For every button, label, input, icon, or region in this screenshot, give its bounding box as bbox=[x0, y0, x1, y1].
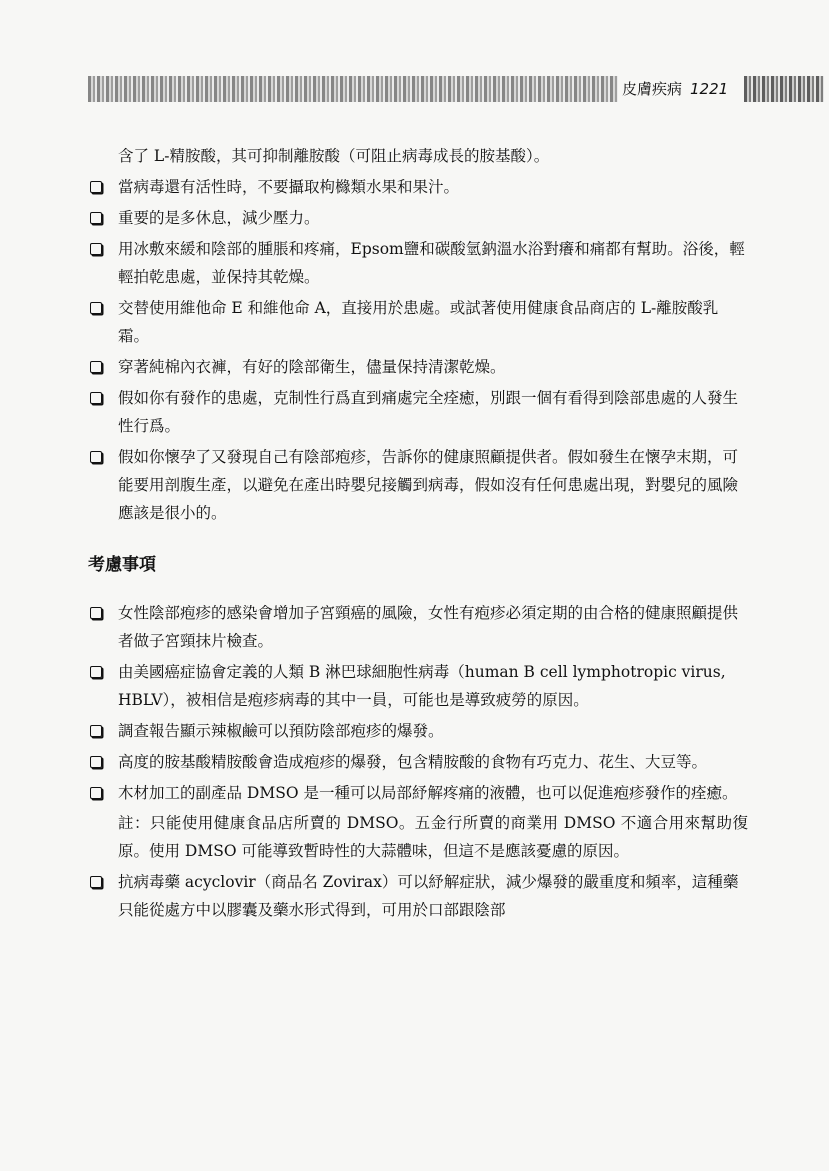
list-item bbox=[88, 384, 748, 440]
checkbox-bullet-icon bbox=[90, 725, 102, 737]
list-item bbox=[88, 779, 748, 807]
list-item-text: 木材加工的副產品 DMSO 是一種可以局部紓解疼痛的液體，也可以促進疱疹發作的痊癒。 bbox=[118, 784, 738, 802]
list-item bbox=[88, 748, 748, 776]
running-header bbox=[620, 78, 730, 100]
section-heading-considerations: 考慮事項 bbox=[88, 555, 156, 575]
list-item bbox=[88, 173, 748, 201]
checkbox-bullet-icon bbox=[90, 666, 102, 678]
list-item-text: 高度的胺基酸精胺酸會造成疱疹的爆發，包含精胺酸的食物有巧克力、花生、大豆等。 bbox=[118, 753, 708, 771]
running-header-title: 皮膚疾病 bbox=[622, 80, 683, 98]
list-item bbox=[88, 235, 748, 291]
checkbox-bullet-icon bbox=[90, 181, 102, 193]
list-item-text: 抗病毒藥 acyclovir（商品名 Zovirax）可以紓解症狀，減少爆發的嚴重度和頻率，這種藥只能從處方中以膠囊及藥水形式得到，可用於口部跟陰部 bbox=[118, 873, 739, 919]
continuation-line: 含了 L-精胺酸，其可抑制離胺酸（可阻止病毒成長的胺基酸）。 bbox=[118, 147, 550, 165]
list-item-text: 用冰敷來緩和陰部的腫脹和疼痛，Epsom鹽和碳酸氫鈉溫水浴對癢和痛都有幫助。浴後，輕輕拍乾患處，並保持其乾燥。 bbox=[118, 240, 745, 286]
list-item bbox=[88, 717, 748, 745]
list-item-text: 假如你有發作的患處，克制性行爲直到痛處完全痊癒，別跟一個有看得到陰部患處的人發生性行爲。 bbox=[118, 389, 739, 435]
checkbox-bullet-icon bbox=[90, 876, 102, 888]
list-item bbox=[88, 294, 748, 350]
checkbox-bullet-icon bbox=[90, 212, 102, 224]
checkbox-bullet-icon bbox=[90, 361, 102, 373]
list-item-text: 重要的是多休息，減少壓力。 bbox=[118, 209, 320, 227]
list-item bbox=[88, 204, 748, 232]
list-item-text: 當病毒還有活性時，不要攝取枸櫞類水果和果汁。 bbox=[118, 178, 460, 196]
page-body bbox=[88, 142, 748, 924]
list-item-text: 假如你懷孕了又發現自己有陰部疱疹，告訴你的健康照顧提供者。假如發生在懷孕末期，可能要用剖腹生產，以避免在產出時嬰兒接觸到病毒，假如沒有任何患處出現，對嬰兒的風險應該是很小的。 bbox=[118, 448, 739, 522]
checkbox-bullet-icon bbox=[90, 302, 102, 314]
list-item bbox=[88, 868, 748, 924]
checkbox-bullet-icon bbox=[90, 451, 102, 463]
page-number: 1221 bbox=[690, 80, 729, 98]
list-item bbox=[88, 658, 748, 714]
list-item-text: 由美國癌症協會定義的人類 B 淋巴球細胞性病毒（human B cell lymphotropic virus, HBLV），被相信是疱疹病毒的其中一員，可能也是導致疲勞的原因。 bbox=[118, 663, 726, 709]
list-item bbox=[88, 599, 748, 655]
checkbox-bullet-icon bbox=[90, 607, 102, 619]
list-item-text: 交替使用維他命 E 和維他命 A，直接用於患處。或試著使用健康食品商店的 L-離胺酸乳霜。 bbox=[118, 299, 719, 345]
checkbox-bullet-icon bbox=[90, 392, 102, 404]
list-item bbox=[88, 353, 748, 381]
list-item-text: 調查報告顯示辣椒鹼可以預防陰部疱疹的爆發。 bbox=[118, 722, 444, 740]
header-decorative-band-right bbox=[744, 76, 824, 102]
list-item bbox=[88, 443, 748, 527]
checkbox-bullet-icon bbox=[90, 787, 102, 799]
header-decorative-band bbox=[88, 76, 618, 102]
list-item-text: 女性陰部疱疹的感染會增加子宮頸癌的風險，女性有疱疹必須定期的由合格的健康照顧提供者做子宮頸抹片檢查。 bbox=[118, 604, 739, 650]
list-item-text: 穿著純棉內衣褲，有好的陰部衛生，儘量保持清潔乾燥。 bbox=[118, 358, 506, 376]
dmso-note: 註：只能使用健康食品店所賣的 DMSO。五金行所賣的商業用 DMSO 不適合用來幫助復原。使用 DMSO 可能導致暫時性的大蒜體味，但這不是應該憂慮的原因。 bbox=[118, 814, 748, 860]
checkbox-bullet-icon bbox=[90, 756, 102, 768]
checkbox-bullet-icon bbox=[90, 243, 102, 255]
